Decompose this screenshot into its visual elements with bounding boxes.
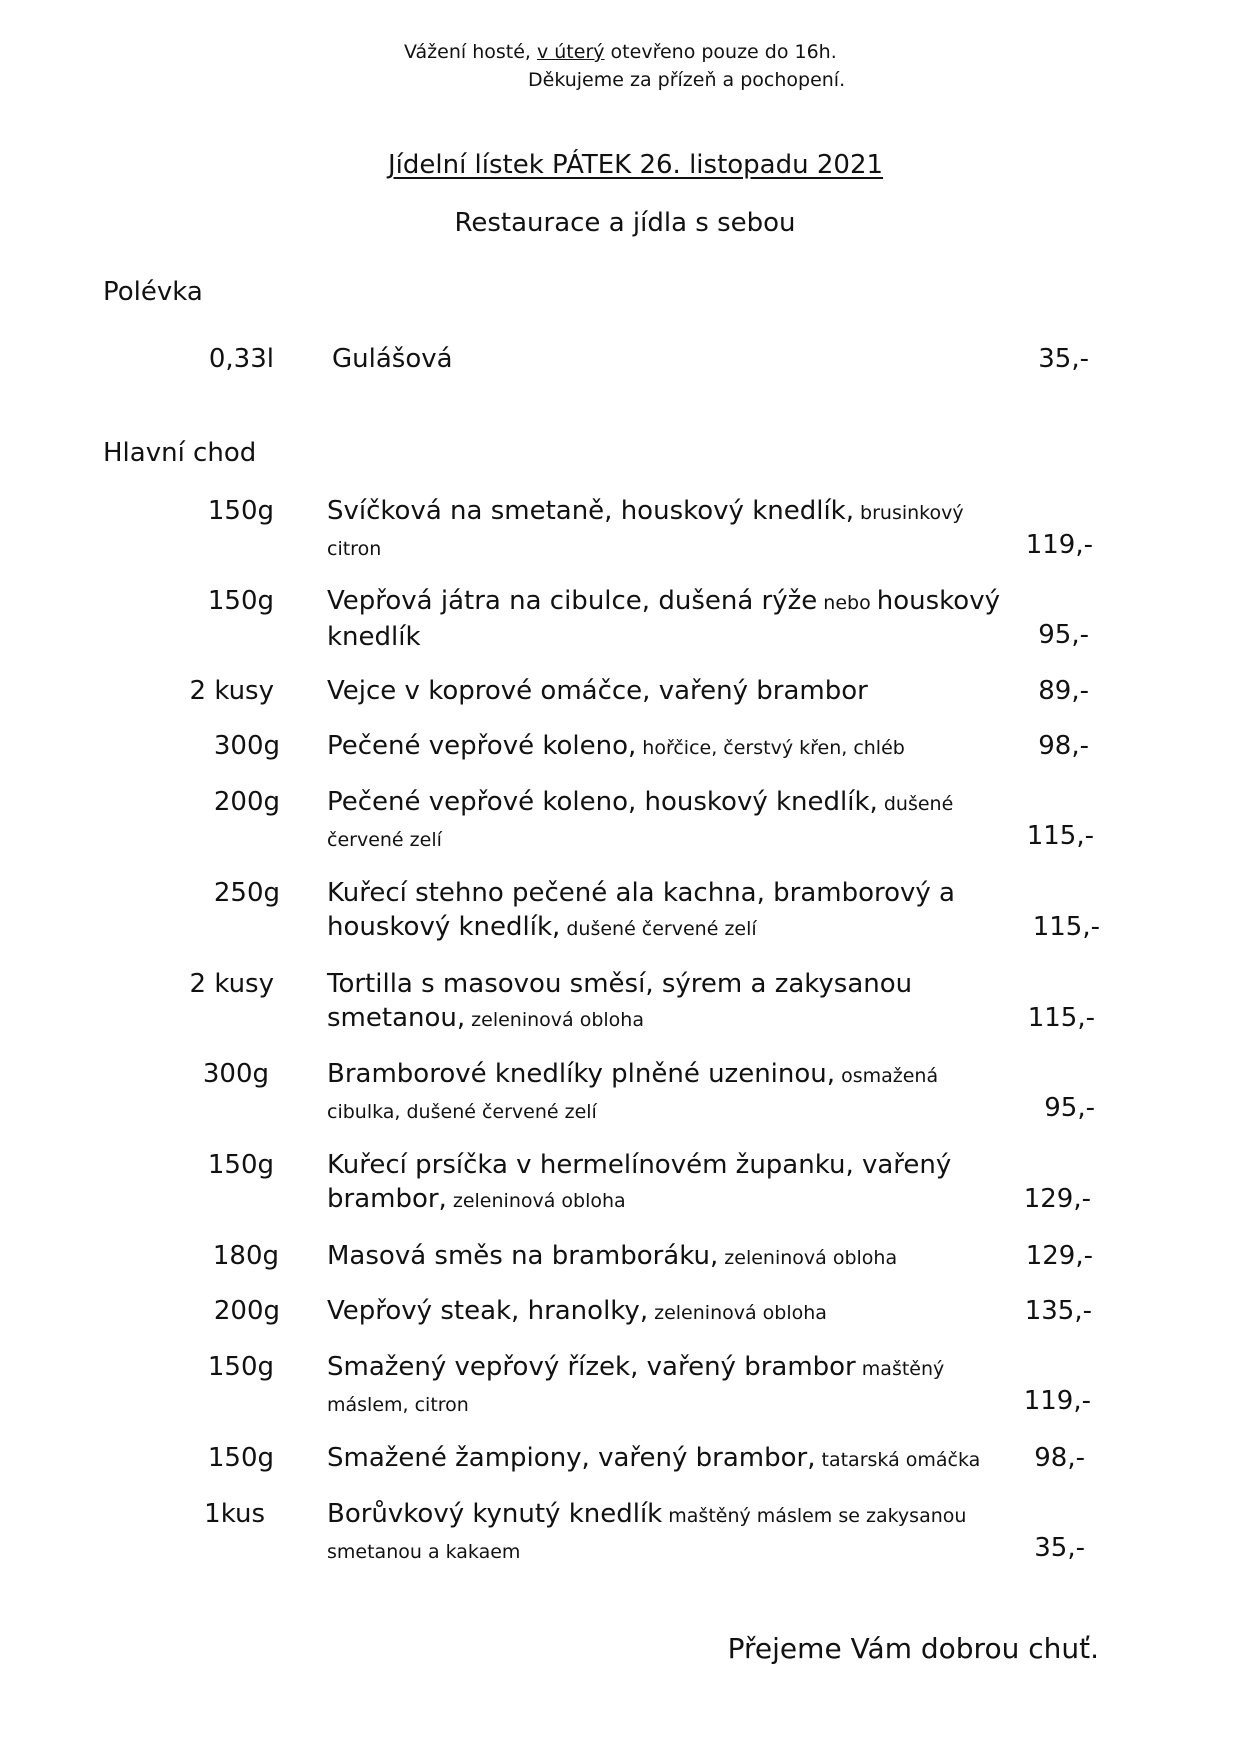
- item-name: Vepřová játra na cibulce, dušená rýže: [327, 586, 818, 616]
- item-extra: osmažená cibulka, dušené červené zelí: [327, 1065, 939, 1123]
- item-price: 95,-: [1038, 620, 1089, 650]
- item-name: Pečené vepřové koleno,: [327, 731, 637, 761]
- item-extra: dušené červené zelí: [327, 793, 954, 851]
- notice-text: otevřeno pouze do 16h.: [604, 41, 837, 63]
- item-quantity: 150g: [207, 496, 274, 526]
- item-description: [327, 1294, 1027, 1330]
- item-name: Pečené vepřové koleno, houskový knedlík,: [327, 787, 878, 817]
- item-quantity: 2 kusy: [189, 676, 274, 706]
- item-quantity: 1kus: [204, 1499, 265, 1529]
- item-name: Vejce v koprové omáčce, vařený brambor: [327, 676, 868, 706]
- item-description: [327, 967, 967, 1037]
- item-price: 98,-: [1034, 1443, 1085, 1473]
- item-price: 115,-: [1032, 912, 1100, 942]
- item-price: 95,-: [1044, 1093, 1095, 1123]
- item-description: [327, 1441, 1027, 1477]
- item-quantity: 150g: [207, 1443, 274, 1473]
- item-price: 129,-: [1025, 1241, 1093, 1271]
- notice-line-2: Děkujeme za přízeň a pochopení.: [528, 69, 846, 91]
- item-description: [327, 1497, 1007, 1569]
- section-heading-soup: Polévka: [103, 277, 203, 307]
- item-extra: nebo: [817, 592, 877, 614]
- item-quantity: 0,33l: [208, 344, 274, 374]
- item-name: Kuřecí stehno pečené ala kachna, bramborový a houskový knedlík,: [327, 878, 955, 942]
- closing-wish: Přejeme Vám dobrou chuť.: [727, 1632, 1099, 1665]
- notice-line-1: [404, 38, 837, 66]
- item-extra: zeleninová obloha: [648, 1302, 827, 1324]
- item-description: [327, 876, 957, 946]
- item-quantity: 250g: [213, 878, 280, 908]
- page-title: Jídelní lístek PÁTEK 26. listopadu 2021: [387, 150, 884, 180]
- item-description: [327, 729, 967, 765]
- item-extra: tatarská omáčka: [815, 1449, 981, 1471]
- item-quantity: 300g: [213, 731, 280, 761]
- item-price: 119,-: [1023, 1386, 1091, 1416]
- item-quantity: 2 kusy: [189, 969, 274, 999]
- item-extra: zeleninová obloha: [465, 1009, 644, 1031]
- item-name: Kuřecí prsíčka v hermelínovém županku, vařený brambor,: [327, 1150, 952, 1214]
- page-subtitle: Restaurace a jídla s sebou: [454, 208, 796, 238]
- item-quantity: 200g: [213, 1296, 280, 1326]
- notice-day: v úterý: [536, 41, 605, 63]
- item-name: Smažené žampiony, vařený brambor,: [327, 1443, 816, 1473]
- item-name: Bramborové knedlíky plněné uzeninou,: [327, 1059, 836, 1089]
- item-name-continued: houskový knedlík: [327, 586, 1000, 652]
- item-price: 119,-: [1025, 530, 1093, 560]
- item-extra: brusinkový citron: [327, 502, 964, 560]
- item-quantity: 300g: [202, 1059, 269, 1089]
- item-price: 135,-: [1024, 1296, 1092, 1326]
- item-description: [327, 584, 1027, 654]
- section-heading-main: Hlavní chod: [103, 438, 257, 468]
- item-quantity: 150g: [207, 1352, 274, 1382]
- item-price: 129,-: [1023, 1184, 1091, 1214]
- item-quantity: 200g: [213, 787, 280, 817]
- item-quantity: 150g: [207, 586, 274, 616]
- item-description: [327, 674, 1027, 708]
- item-description: [327, 1148, 987, 1218]
- item-quantity: 150g: [207, 1150, 274, 1180]
- notice-text: Vážení hosté,: [404, 41, 537, 63]
- item-extra: zeleninová obloha: [446, 1190, 626, 1212]
- item-price: 98,-: [1038, 731, 1089, 761]
- item-extra: zeleninová obloha: [718, 1247, 898, 1269]
- item-extra: maštěný máslem, citron: [327, 1358, 945, 1416]
- item-extra: hořčice, čerstvý křen, chléb: [636, 737, 905, 759]
- item-price: 35,-: [1038, 344, 1089, 374]
- item-name: Smažený vepřový řízek, vařený brambor: [327, 1352, 856, 1382]
- item-extra: maštěný máslem se zakysanou smetanou a kakaem: [327, 1505, 967, 1563]
- item-description: [327, 785, 977, 857]
- item-description: [327, 1350, 987, 1422]
- item-description: [332, 342, 1032, 376]
- item-name: Borůvkový kynutý knedlík: [327, 1499, 663, 1529]
- item-description: [327, 494, 987, 566]
- item-price: 115,-: [1027, 1003, 1095, 1033]
- item-description: [327, 1057, 987, 1129]
- item-name: Vepřový steak, hranolky,: [327, 1296, 649, 1326]
- item-name: Masová směs na bramboráku,: [327, 1241, 719, 1271]
- item-name: Gulášová: [332, 344, 453, 374]
- item-price: 35,-: [1034, 1533, 1085, 1563]
- item-description: [327, 1239, 1027, 1275]
- item-name: Svíčková na smetaně, houskový knedlík,: [327, 496, 854, 526]
- item-name: Tortilla s masovou směsí, sýrem a zakysanou smetanou,: [327, 969, 913, 1033]
- item-price: 89,-: [1038, 676, 1089, 706]
- item-quantity: 180g: [212, 1241, 279, 1271]
- item-extra: dušené červené zelí: [560, 918, 757, 940]
- item-price: 115,-: [1026, 821, 1094, 851]
